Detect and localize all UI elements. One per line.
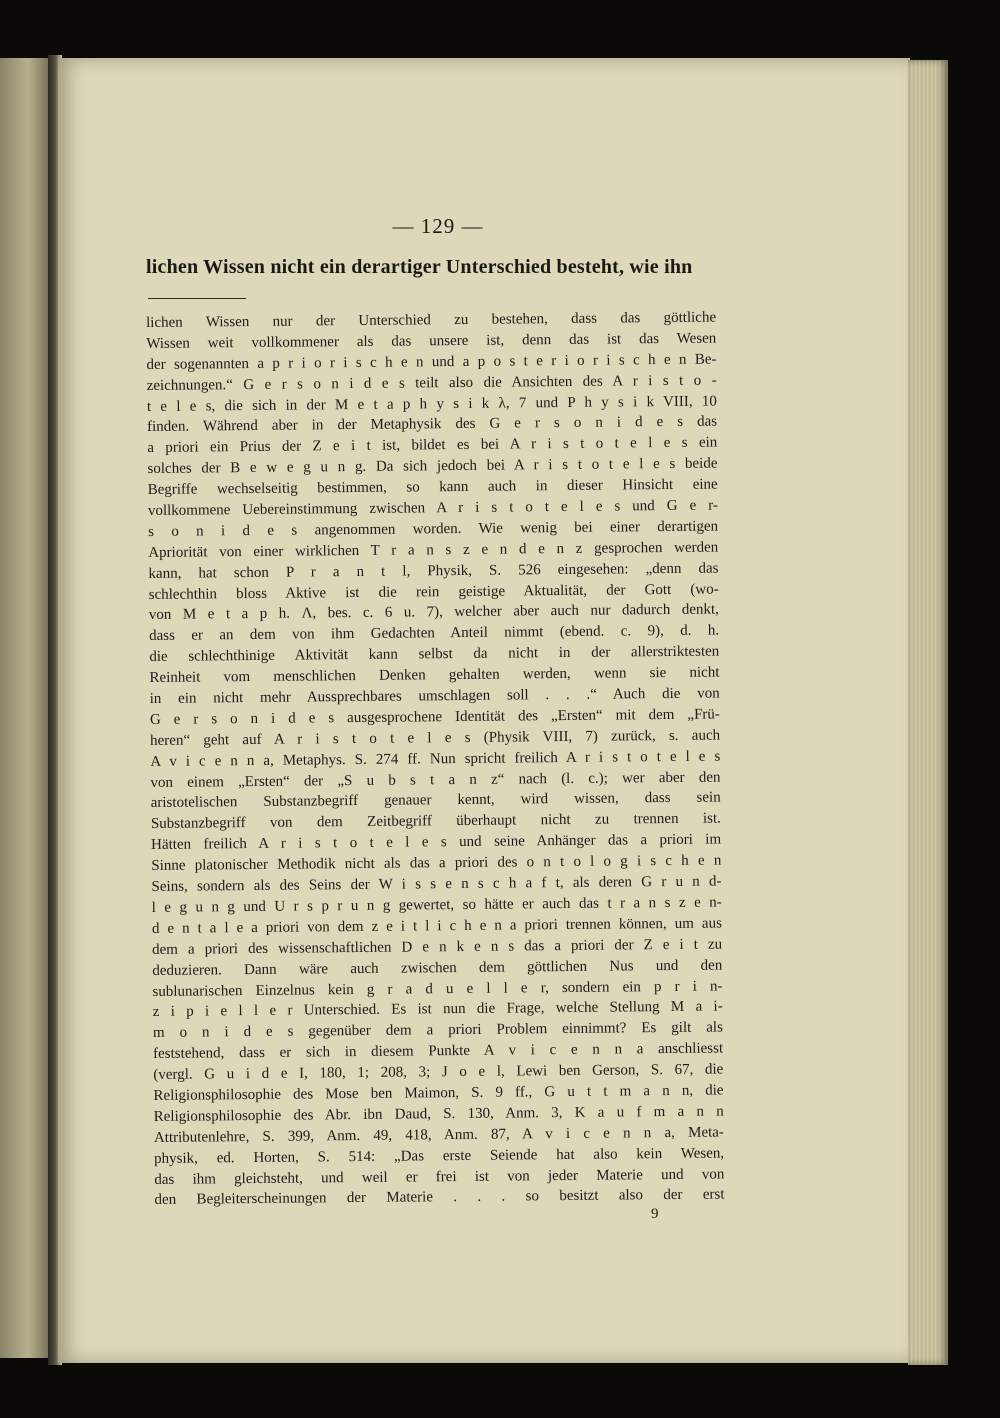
footnote-line: dem a priori des wissenschaftlichen D e n k e n s das a priori der Z e i t zu: [152, 936, 723, 958]
footnote-line: vollkommene Uebereinstimmung zwischen A r i s t o t e l e s und G e r-: [147, 497, 718, 520]
footnote-line: Religionsphilosophie des Mose ben Maimon, S. 9 ff., G u t t m a n n, die: [153, 1082, 724, 1104]
footnote-line: lichen Wissen nur der Unterschied zu bestehen, dass das göttliche: [146, 309, 717, 331]
footnote-line: Sinne platonischer Methodik nicht als das a priori des o n t o l o g i s c h e n: [151, 852, 722, 875]
footnote-line: G e r s o n i d e s ausgesprochene Identität des „Ersten“ mit dem „Frü-: [149, 706, 720, 728]
footnote-line: Apriorität von einer wirklichen T r a n s z e n d e n z gesprochen werden: [148, 539, 719, 561]
footnote-line: Seins, sondern als des Seins der W i s s e n s c h a f t, als deren G r u n d-: [151, 873, 722, 896]
footnote-line: Substanzbegriff von dem Zeitbegriff überhaupt nicht zu trennen ist.: [150, 810, 721, 833]
footnote-line: kann, hat schon P r a n t l, Physik, S. 526 eingesehen: „denn das: [148, 560, 719, 582]
footnote-line: t e l e s, die sich in der M e t a p h y s i k λ, 7 und P h y s i k VIII, 10: [146, 393, 717, 415]
footnote-line: Religionsphilosophie des Abr. ibn Daud, S. 130, Anm. 3, K a u f m a n n: [153, 1103, 724, 1125]
page-edges: [908, 60, 948, 1365]
footnote-divider: [148, 298, 246, 299]
footnote-line: deduzieren. Dann wäre auch zwischen dem göttlichen Nus und den: [152, 957, 723, 979]
footnote-line: Reinheit vom menschlichen Denken gehalten werden, wenn sie nicht: [149, 664, 720, 687]
footnote-line: den Begleiterscheinungen der Materie . . . so besitzt also der erst: [154, 1186, 725, 1209]
footnote-line: schlechthin bloss Aktive ist die rein geistige Aktualität, der Gott (wo-: [148, 581, 719, 603]
footnote-line: m o n i d e s gegenüber dem a priori Problem einnimmt? Es gilt als: [152, 1019, 723, 1042]
footnote-line: sublunarischen Einzelnus kein g r a d u e l l e r, sondern ein p r i n-: [152, 977, 723, 1000]
footnote-line: l e g u n g und U r s p r u n g gewertet, so hätte er auch das t r a n s z e n-: [151, 894, 722, 916]
footnote-line: solches der B e w e g u n g. Da sich jedoch bei A r i s t o t e l e s beide: [147, 455, 718, 478]
page-number: — 129 —: [392, 214, 484, 238]
footnote-line: (vergl. G u i d e I, 180, 1; 208, 3; J o e l, Lewi ben Gerson, S. 67, die: [153, 1061, 724, 1084]
sheet-signature: 9: [651, 1206, 659, 1222]
footnote-line: z i p i e l l e r Unterschied. Es ist nun die Frage, welche Stellung M a i-: [152, 998, 723, 1021]
footnote-line: in ein nicht mehr Aussprechbares umschlagen soll . . .“ Auch die von: [149, 685, 720, 708]
footnote-line: heren“ geht auf A r i s t o t e l e s (Physik VIII, 7) zurück, s. auch: [150, 727, 721, 749]
left-page-edge: [0, 58, 52, 1358]
main-text-line: lichen Wissen nicht ein derartiger Unterschied besteht, wie ihn: [146, 256, 693, 278]
footnote-line: d e n t a l e a priori von dem z e i t l i c h e n a priori trennen können, um aus: [151, 915, 722, 937]
footnote-line: Begriffe wechselseitig bestimmen, so kann auch in dieser Hinsicht eine: [147, 476, 718, 499]
footnote-line: aristotelischen Substanzbegriff genauer kennt, wird wissen, dass sein: [150, 789, 721, 812]
footnote-line: von einem „Ersten“ der „S u b s t a n z“ nach (l. c.); wer aber den: [150, 769, 721, 791]
footnote-line: das ihm gleichsteht, und weil er frei ist von jeder Materie und von: [154, 1166, 725, 1188]
footnote-line: Attributenlehre, S. 399, Anm. 49, 418, Anm. 87, A v i c e n n a, Meta-: [153, 1124, 724, 1146]
footnote-line: feststehend, dass er sich in diesem Punkte A v i c e n n a anschliesst: [153, 1040, 724, 1063]
footnote-line: die schlechthinige Aktivität kann selbst da nicht in der allerstriktesten: [149, 643, 720, 666]
footnote-line: dass er an dem von ihm Gedachten Anteil nimmt (ebend. c. 9), d. h.: [149, 622, 720, 645]
footnote-line: physik, ed. Horten, S. 514: „Das erste Seiende hat also kein Wesen,: [154, 1145, 725, 1167]
footnote-line: der sogenannten a p r i o r i s c h e n und a p o s t e r i o r i s c h e n Be-: [146, 351, 717, 373]
footnote-line: Wissen weit vollkommener als das unsere ist, denn das ist das Wesen: [146, 330, 717, 352]
footnote-line: a priori ein Prius der Z e i t ist, bildet es bei A r i s t o t e l e s ein: [147, 434, 718, 457]
footnote-text: [146, 308, 725, 1212]
footnote-line: von M e t a p h. Λ, bes. c. 6 u. 7), welcher aber auch nur dadurch denkt,: [148, 601, 719, 624]
footnote-line: Hätten freilich A r i s t o t e l e s und seine Anhänger das a priori im: [151, 831, 722, 854]
footnote-line: zeichnungen.“ G e r s o n i d e s teilt also die Ansichten des A r i s t o -: [146, 372, 717, 394]
footnote-line: A v i c e n n a, Metaphys. S. 274 ff. Nun spricht freilich A r i s t o t e l e s: [150, 748, 721, 770]
footnote-line: finden. Während aber in der Metaphysik des G e r s o n i d e s das: [147, 413, 718, 436]
footnote-line: s o n i d e s angenommen worden. Wie wenig bei einer derartigen: [148, 518, 719, 540]
